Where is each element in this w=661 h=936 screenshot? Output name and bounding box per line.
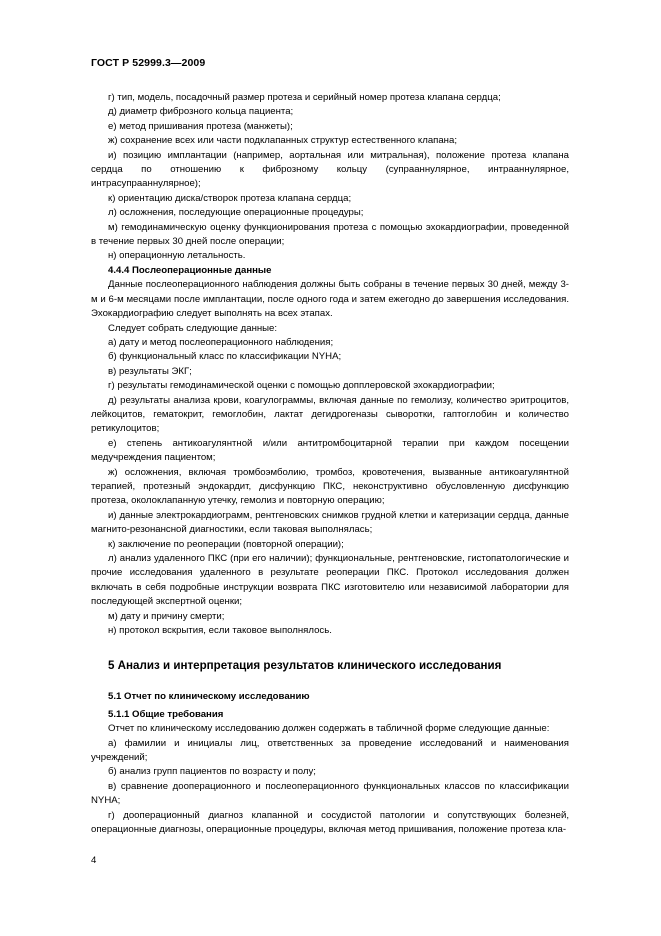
list-item: н) протокол вскрытия, если таковое выполнялось.: [108, 625, 332, 637]
section-heading-4-4-4: 4.4.4 Послеоперационные данные: [108, 264, 272, 276]
list-item: б) анализ групп пациентов по возрасту и полу;: [108, 766, 316, 778]
paragraph: Данные послеоперационного наблюдения должны быть собраны в течение первых 30 дней, между 3-м и 6-м месяцами после имплантации, после одного года и затем ежегодно до завершения исследования. Эхокардиографию следует выполнять на всех этапах.: [91, 279, 569, 320]
list-item: к) заключение по реоперации (повторной операции);: [108, 538, 344, 550]
list-item: л) осложнения, последующие операционные процедуры;: [108, 207, 364, 219]
list-item: ж) сохранение всех или части подклапанных структур естественного клапана;: [108, 135, 457, 147]
list-item: к) ориентацию диска/створок протеза клапана сердца;: [108, 192, 352, 204]
list-item: и) данные электрокардиограмм, рентгеновских снимков грудной клетки и катеризации сердца, данные магнито-резонансной диагностики, если таковая выполнялась;: [91, 509, 569, 536]
list-item: м) гемодинамическую оценку функционирования протеза с помощью эхокардиографии, проведенной в течение первых 30 дней после операции;: [91, 221, 569, 248]
list-item: ж) осложнения, включая тромбоэмболию, тромбоз, кровотечения, вызванные антикоагулянтной терапией, протезный эндокардит, дисфункцию ПКС, неконструктивно обусловленную дисфункцию протеза, околоклапанную утечку, гемолиз и повторную операцию;: [91, 466, 569, 507]
list-item: а) дату и метод послеоперационного наблюдения;: [108, 336, 334, 348]
subsection-heading-5-1-1: 5.1.1 Общие требования: [108, 708, 224, 720]
list-item: г) результаты гемодинамической оценки с помощью допплеровской эхокардиографии;: [108, 380, 495, 392]
list-item: м) дату и причину смерти;: [108, 610, 225, 622]
list-item: г) тип, модель, посадочный размер протеза и серийный номер протеза клапана сердца;: [108, 92, 501, 103]
paragraph: Отчет по клиническому исследованию должен содержать в табличной форме следующие данные:: [108, 723, 550, 735]
paragraph: Следует собрать следующие данные:: [108, 322, 278, 334]
list-item: в) результаты ЭКГ;: [108, 365, 192, 377]
subsection-heading-5-1: 5.1 Отчет по клиническому исследованию: [108, 691, 310, 703]
list-item: г) дооперационный диагноз клапанной и сосудистой патологии и сопутствующих болезней, операционные диагнозы, операционные процедуры, включая метод пришивания, положение протеза кла-: [91, 809, 569, 836]
list-item: и) позицию имплантации (например, аортальная или митральная), положение протеза клапана сердца по отношению к фиброзному кольцу (супрааннулярное, интрааннулярное, интрасупрааннулярное);: [91, 149, 569, 190]
document-header: ГОСТ Р 52999.3—2009: [91, 57, 206, 69]
list-item: б) функциональный класс по классификации NYHA;: [108, 351, 342, 363]
list-item: д) диаметр фиброзного кольца пациента;: [108, 106, 294, 118]
document-body: [91, 91, 569, 838]
list-item: д) результаты анализа крови, коагулограммы, включая данные по гемолизу, количество эритроцитов, лейкоцитов, гематокрит, гемоглобин, лактат дегидрогеназы сыворотки, гаптоглобин и количество ретикулоцитов;: [91, 394, 569, 435]
list-item: е) метод пришивания протеза (манжеты);: [108, 120, 293, 132]
section-heading-5: 5 Анализ и интерпретация результатов клинического исследования: [108, 659, 502, 673]
list-item: в) сравнение дооперационного и послеоперационного функциональных классов по классификации NYHA;: [91, 780, 569, 807]
list-item: а) фамилии и инициалы лиц, ответственных за проведение исследований и наименования учреждений;: [91, 737, 569, 764]
list-item: л) анализ удаленного ПКС (при его наличии); функциональные, рентгеновские, гистопатологические и прочие исследования удаленного в результате реоперации ПКС. Протокол исследования должен включать в себя подробные инструкции возврата ПКС изготовителю или независимой лаборатории для последующей экспертной оценки;: [91, 553, 569, 608]
page-number: 4: [91, 855, 97, 866]
list-item: е) степень антикоагулянтной и/или антитромбоцитарной терапии при каждом посещении медучреждения пациентом;: [91, 437, 569, 464]
list-item: н) операционную летальность.: [108, 250, 246, 262]
